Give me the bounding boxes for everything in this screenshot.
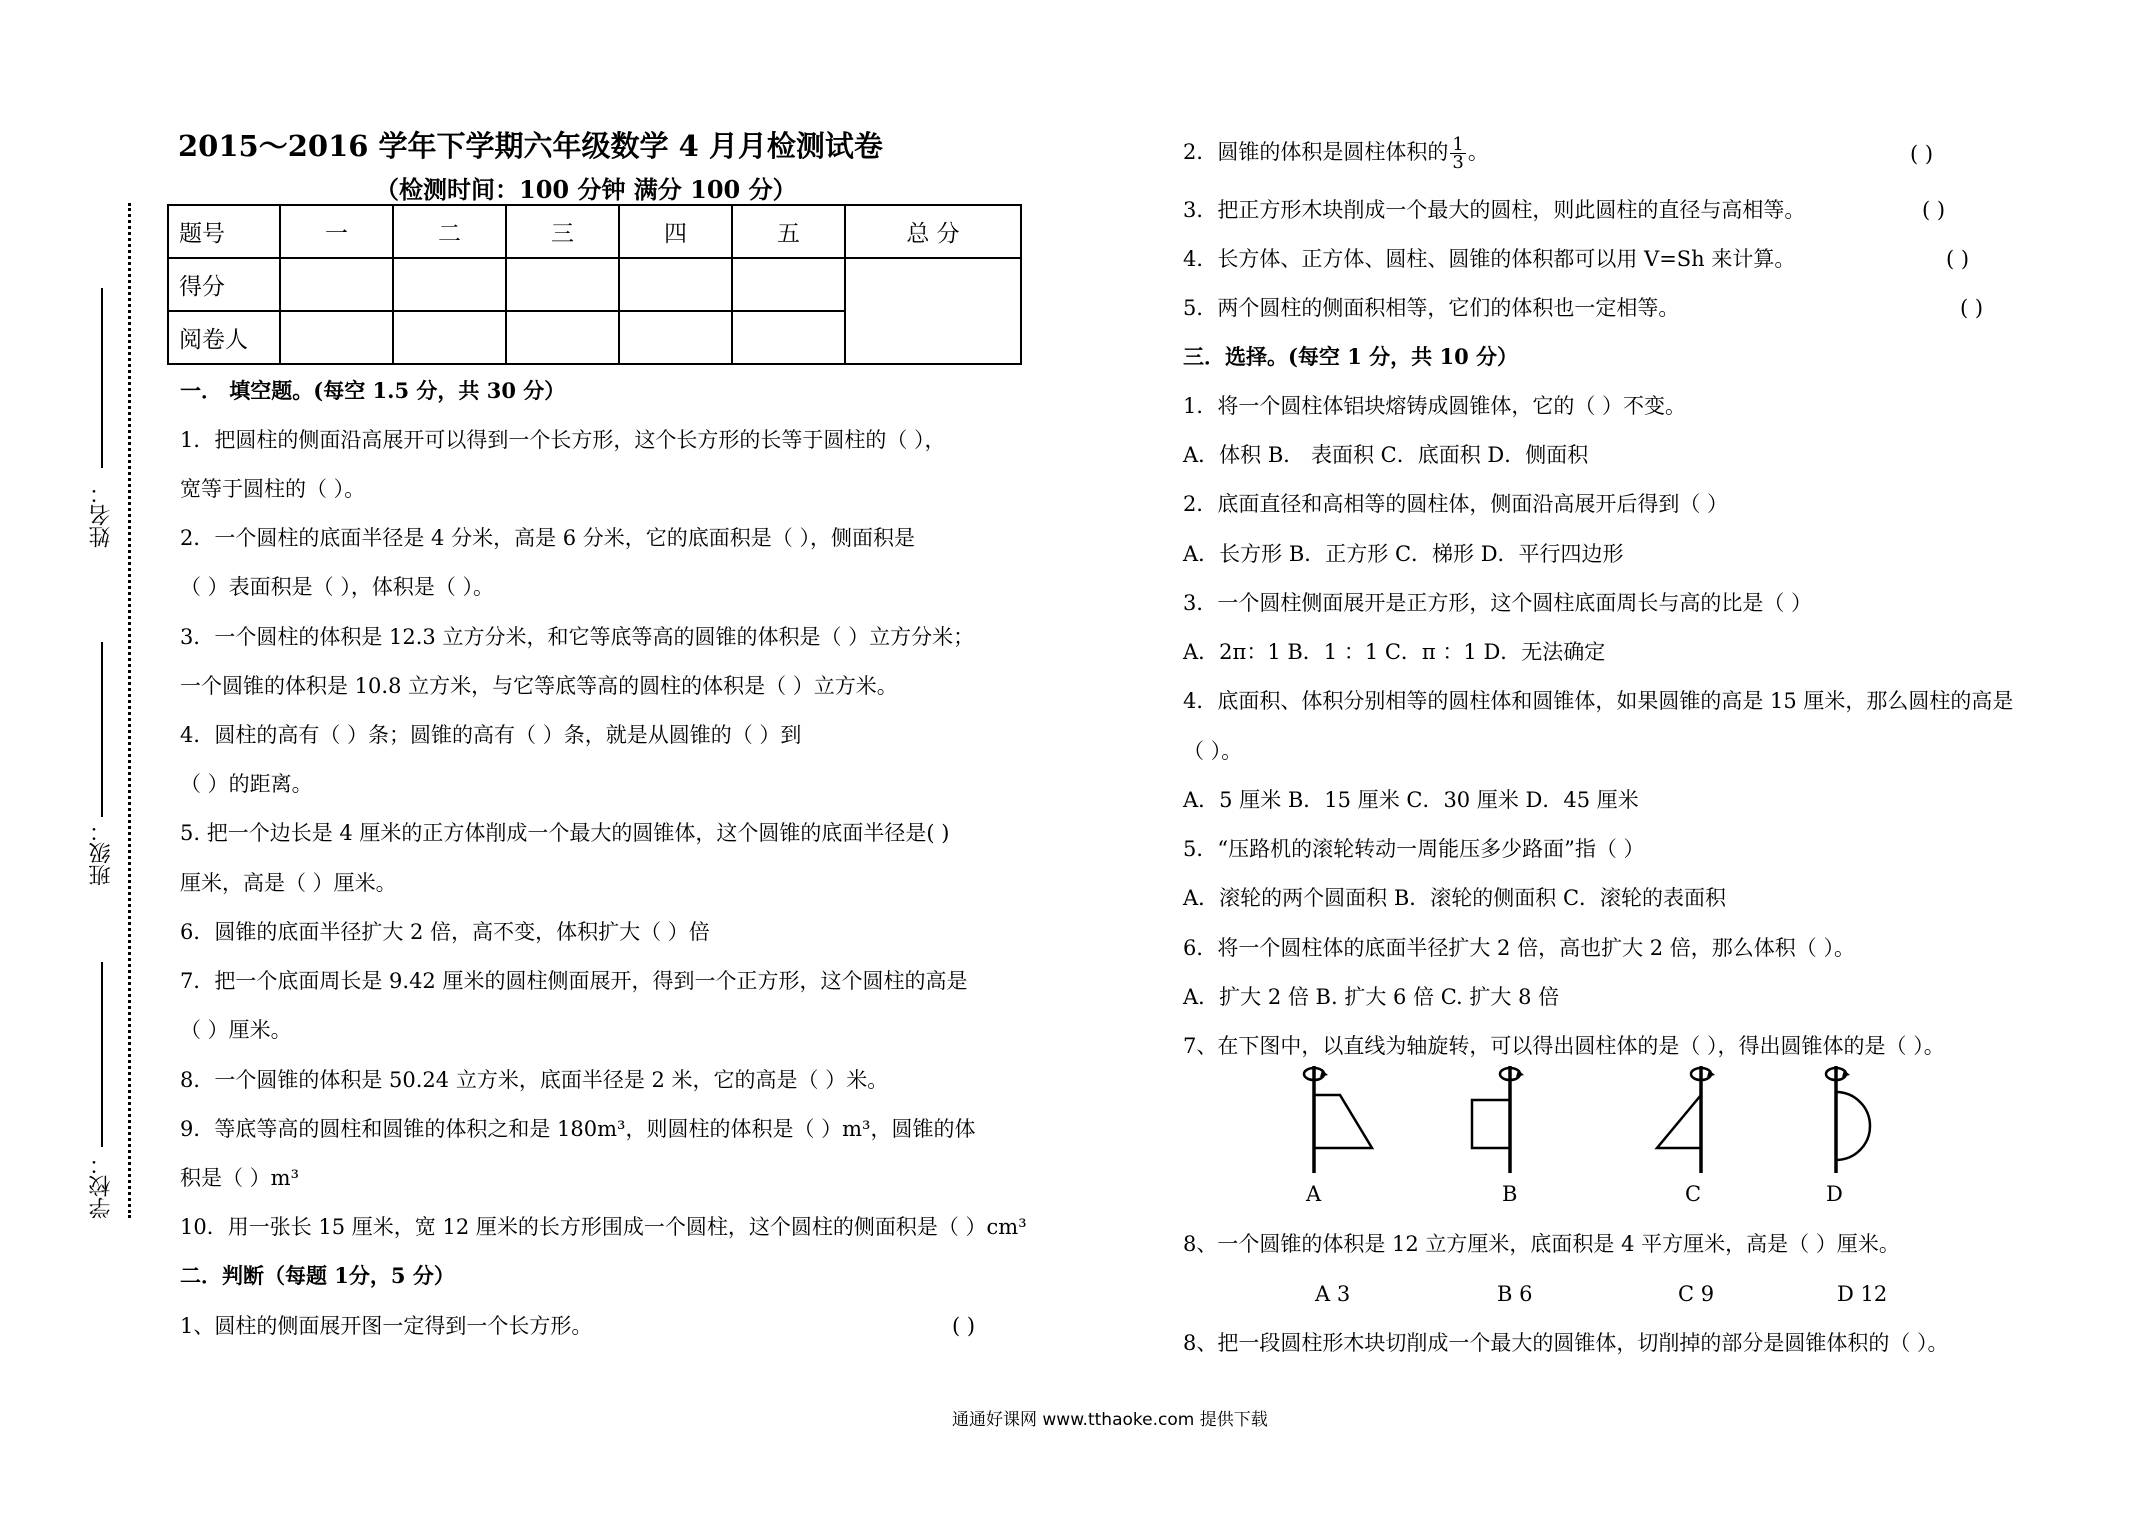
answer-paren[interactable]: ( ) <box>1910 142 1934 166</box>
option-a: A 3 <box>1315 1282 1351 1306</box>
question-line: 8、一个圆锥的体积是 12 立方厘米，底面积是 4 平方厘米，高是（ ）厘米。 <box>1183 1232 1900 1256</box>
question-line: 8．一个圆锥的体积是 50.24 立方米，底面半径是 2 米，它的高是（ ）米。 <box>180 1068 889 1092</box>
judge-question-3: 3．把正方形木块削成一个最大的圆柱，则此圆柱的直径与高相等。 <box>1183 198 1806 222</box>
question-line: 1．把圆柱的侧面沿高展开可以得到一个长方形，这个长方形的长等于圆柱的（ ）， <box>180 428 946 452</box>
score-col: 三 <box>506 205 619 258</box>
question-line: （ ）厘米。 <box>180 1018 292 1042</box>
question-line: （ ）表面积是（ ），体积是（ ）。 <box>180 575 495 599</box>
question-line: 6．将一个圆柱体的底面半径扩大 2 倍，高也扩大 2 倍，那么体积（ ）。 <box>1183 936 1855 960</box>
figure-label-a: A <box>1306 1182 1322 1206</box>
score-row-label: 题号 <box>168 205 280 258</box>
score-cell[interactable] <box>280 311 393 364</box>
question-line: 7．把一个底面周长是 9.42 厘米的圆柱侧面展开，得到一个正方形，这个圆柱的高是 <box>180 969 968 993</box>
score-cell[interactable] <box>506 258 619 311</box>
binding-dotted-line <box>128 203 131 1218</box>
question-line: 8、把一段圆柱形木块切削成一个最大的圆锥体，切削掉的部分是圆锥体积的（ ）。 <box>1183 1331 1949 1355</box>
question-line: 宽等于圆柱的（ ）。 <box>180 477 366 501</box>
question-line: 4．底面积、体积分别相等的圆柱体和圆锥体，如果圆锥的高是 15 厘米，那么圆柱的高是 <box>1183 689 2014 713</box>
figure-d-semicircle <box>1790 1060 1900 1175</box>
question-line: 10．用一张长 15 厘米，宽 12 厘米的长方形围成一个圆柱，这个圆柱的侧面积是（ ）cm³ <box>180 1215 1027 1239</box>
options-line: A．滚轮的两个圆面积 B．滚轮的侧面积 C．滚轮的表面积 <box>1183 886 1727 910</box>
question-line: 5. 把一个边长是 4 厘米的正方体削成一个最大的圆锥体，这个圆锥的底面半径是( ) <box>180 821 950 845</box>
fraction-denominator: 3 <box>1452 152 1464 173</box>
question-line: 厘米，高是（ ）厘米。 <box>180 871 397 895</box>
option-b: B 6 <box>1497 1282 1533 1306</box>
footer-credit: 通通好课网 www.tthaoke.com 提供下载 <box>952 1410 1268 1430</box>
score-row-label: 得分 <box>168 258 280 311</box>
answer-paren[interactable]: ( ) <box>952 1314 976 1338</box>
score-cell[interactable] <box>506 311 619 364</box>
score-cell[interactable] <box>619 258 732 311</box>
section3-title: 三．选择。(每空 1 分，共 10 分） <box>1183 344 1519 369</box>
question-line: 一个圆锥的体积是 10.8 立方米，与它等底等高的圆柱的体积是（ ）立方米。 <box>180 674 898 698</box>
exam-title: 2015～2016 学年下学期六年级数学 4 月月检测试卷 <box>178 129 883 163</box>
question-line: 2．底面直径和高相等的圆柱体，侧面沿高展开后得到（ ） <box>1183 492 1729 516</box>
name-line[interactable] <box>101 288 103 468</box>
options-line: A．扩大 2 倍 B. 扩大 6 倍 C. 扩大 8 倍 <box>1183 985 1560 1009</box>
judge-question-2-end: 。 <box>1467 140 1489 164</box>
class-label: 班级： <box>89 820 114 886</box>
question-line: （ ）。 <box>1183 739 1243 763</box>
answer-paren[interactable]: ( ) <box>1946 247 1970 271</box>
section2-title: 二．判断（每题 1分，5 分） <box>180 1263 455 1288</box>
score-cell[interactable] <box>280 258 393 311</box>
score-col: 四 <box>619 205 732 258</box>
score-col: 一 <box>280 205 393 258</box>
options-line: A．长方形 B．正方形 C．梯形 D．平行四边形 <box>1183 542 1624 566</box>
option-c: C 9 <box>1678 1282 1715 1306</box>
judge-question-4: 4．长方体、正方体、圆柱、圆锥的体积都可以用 V=Sh 来计算。 <box>1183 247 1796 271</box>
school-label: 学校： <box>89 1153 114 1219</box>
options-line: A．5 厘米 B．15 厘米 C．30 厘米 D．45 厘米 <box>1183 788 1639 812</box>
question-line: （ ）的距离。 <box>180 772 313 796</box>
options-line: A．2π：1 B．1 ：1 C．π ：1 D．无法确定 <box>1183 640 1606 664</box>
class-line[interactable] <box>101 642 103 817</box>
question-line: 7、在下图中，以直线为轴旋转，可以得出圆柱体的是（ ），得出圆锥体的是（ ）。 <box>1183 1034 1945 1058</box>
question-line: 2．一个圆柱的底面半径是 4 分米，高是 6 分米，它的底面积是（ ），侧面积是 <box>180 526 915 550</box>
options-line: A．体积 B． 表面积 C．底面积 D．侧面积 <box>1183 443 1589 467</box>
score-row-label: 阅卷人 <box>168 311 280 364</box>
figure-label-b: B <box>1502 1182 1518 1206</box>
fraction-numerator: 1 <box>1452 134 1464 155</box>
judge-question-5: 5．两个圆柱的侧面积相等，它们的体积也一定相等。 <box>1183 296 1680 320</box>
judge-question-2-text: 2．圆锥的体积是圆柱体积的 <box>1183 140 1449 164</box>
score-col: 五 <box>732 205 845 258</box>
score-cell[interactable] <box>393 258 506 311</box>
score-cell[interactable] <box>393 311 506 364</box>
judge-question-1: 1、圆柱的侧面展开图一定得到一个长方形。 <box>180 1314 593 1338</box>
figure-label-d: D <box>1826 1182 1843 1206</box>
question-line: 1．将一个圆柱体铝块熔铸成圆锥体，它的（ ）不变。 <box>1183 394 1687 418</box>
exam-subtitle: （检测时间：100 分钟 满分 100 分） <box>375 175 797 204</box>
option-d: D 12 <box>1837 1282 1888 1306</box>
score-col: 二 <box>393 205 506 258</box>
figure-c-triangle <box>1635 1060 1745 1175</box>
section1-title: 一． 填空题。(每空 1.5 分，共 30 分） <box>180 378 566 403</box>
score-total-label: 总 分 <box>845 205 1021 258</box>
question-line: 积是（ ）m³ <box>180 1166 300 1190</box>
name-label: 姓名： <box>89 482 114 548</box>
question-line: 5．“压路机的滚轮转动一周能压多少路面”指（ ） <box>1183 837 1645 861</box>
score-cell[interactable] <box>619 311 732 364</box>
score-cell[interactable] <box>732 258 845 311</box>
score-total-cell[interactable] <box>845 258 1021 364</box>
question-line: 3．一个圆柱的体积是 12.3 立方分米，和它等底等高的圆锥的体积是（ ）立方分米； <box>180 625 975 649</box>
figure-b-rectangle <box>1450 1060 1560 1175</box>
school-line[interactable] <box>101 962 103 1147</box>
answer-paren[interactable]: ( ) <box>1922 198 1946 222</box>
question-line: 6．圆锥的底面半径扩大 2 倍，高不变，体积扩大（ ）倍 <box>180 920 710 944</box>
score-cell[interactable] <box>732 311 845 364</box>
score-table <box>167 204 1022 365</box>
question-line: 4．圆柱的高有（ ）条；圆锥的高有（ ）条，就是从圆锥的（ ）到 <box>180 723 802 747</box>
figure-label-c: C <box>1685 1182 1702 1206</box>
question-line: 9．等底等高的圆柱和圆锥的体积之和是 180m³，则圆柱的体积是（ ）m³，圆锥的体 <box>180 1117 976 1141</box>
judge-question-2 <box>1183 136 1489 171</box>
question-line: 3．一个圆柱侧面展开是正方形，这个圆柱底面周长与高的比是（ ） <box>1183 591 1813 615</box>
answer-paren[interactable]: ( ) <box>1960 296 1984 320</box>
figure-a-trapezoid <box>1272 1060 1382 1175</box>
fraction-one-third <box>1450 136 1465 171</box>
